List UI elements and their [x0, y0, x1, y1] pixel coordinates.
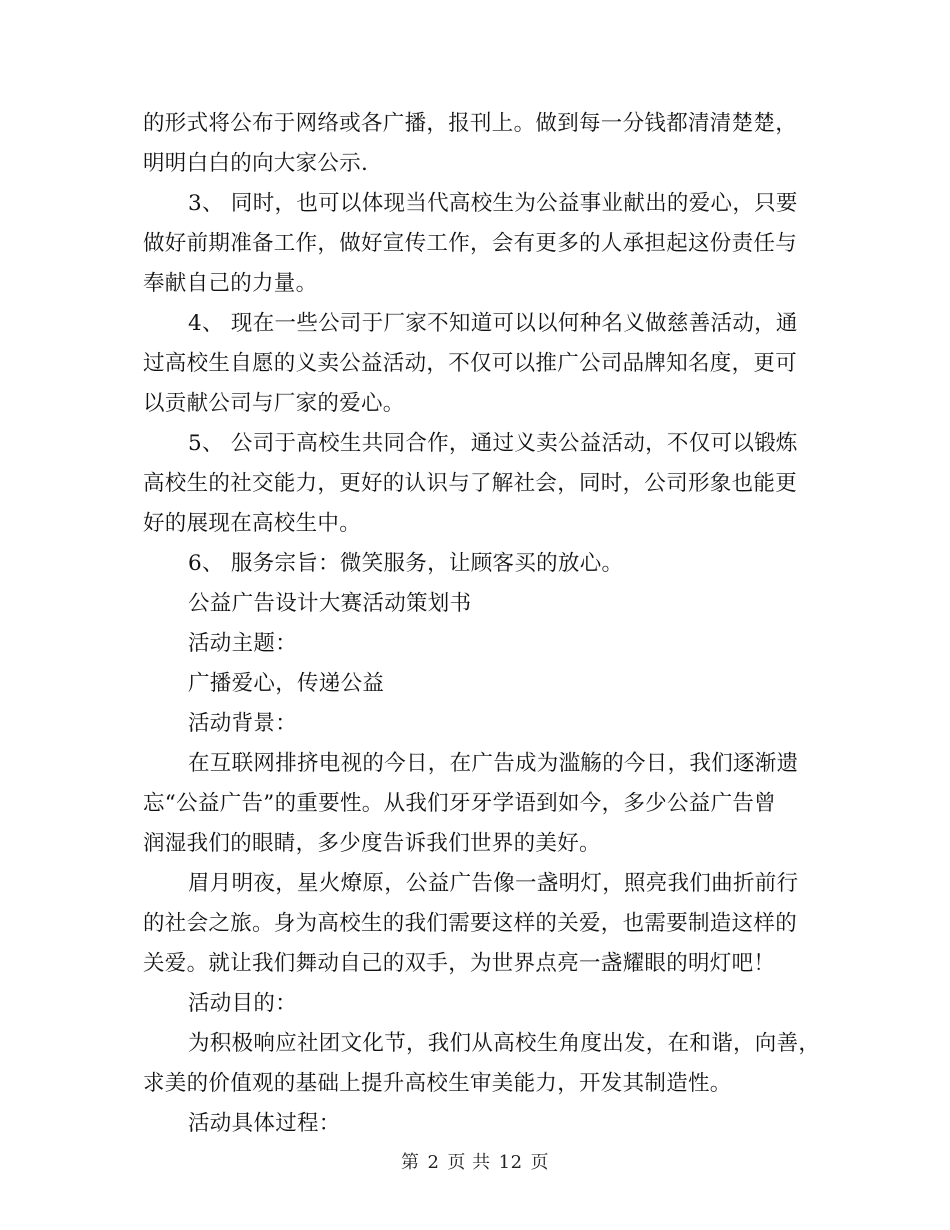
text-line: 好的展现在高校生中。 [143, 511, 362, 536]
section-title: 公益广告设计大赛活动策划书 [188, 591, 472, 616]
text-line: 奉献自己的力量。 [143, 271, 318, 296]
list-item-4: 4、 现在一些公司于厂家不知道可以以何种名义做慈善活动，通 [188, 311, 798, 336]
text-line: 过高校生自愿的义卖公益活动，不仅可以推广公司品牌知名度，更可 [143, 351, 798, 376]
footer-suffix: 页 [530, 1152, 550, 1173]
heading-background: 活动背景： [188, 711, 298, 736]
text-line: 做好前期准备工作，做好宣传工作，会有更多的人承担起这份责任与 [143, 231, 798, 256]
text-line: 在互联网排挤电视的今日，在广告成为滥觞的今日，我们逐渐遗 [188, 751, 799, 776]
heading-process: 活动具体过程： [188, 1111, 341, 1136]
text-line: 以贡献公司与厂家的爱心。 [143, 391, 405, 416]
list-item-5: 5、 公司于高校生共同合作，通过义卖公益活动，不仅可以锻炼 [188, 431, 798, 456]
text-line: 为积极响应社团文化节，我们从高校生角度出发，在和谐，向善， [188, 1031, 821, 1056]
body-text [143, 104, 821, 1144]
text-line: 的社会之旅。身为高校生的我们需要这样的关爱，也需要制造这样的 [143, 911, 798, 936]
total-page-count: 12 [498, 1152, 523, 1173]
text-line: 求美的价值观的基础上提升高校生审美能力，开发其制造性。 [143, 1071, 732, 1096]
page-footer [0, 1150, 950, 1176]
text-line: 润湿我们的眼睛，多少度告诉我们世界的美好。 [143, 831, 601, 856]
text-line: 眉月明夜，星火燎原，公益广告像一盏明灯，照亮我们曲折前行 [188, 871, 799, 896]
text-line: 忘“公益广告”的重要性。从我们牙牙学语到如今，多少公益广告曾 [143, 791, 776, 816]
text-line: 明明白白的向大家公示. [143, 151, 369, 176]
theme-text: 广播爱心，传递公益 [188, 671, 385, 696]
current-page-number: 2 [427, 1152, 440, 1173]
list-item-6: 6、 服务宗旨：微笑服务，让顾客买的放心。 [188, 551, 624, 576]
heading-theme: 活动主题： [188, 631, 298, 656]
text-line: 关爱。就让我们舞动自己的双手，为世界点亮一盏耀眼的明灯吧！ [143, 951, 776, 976]
text-line: 的形式将公布于网络或各广播，报刊上。做到每一分钱都清清楚楚， [143, 111, 798, 136]
footer-middle: 页 共 [447, 1152, 491, 1173]
text-line: 高校生的社交能力，更好的认识与了解社会，同时，公司形象也能更 [143, 471, 798, 496]
list-item-3: 3、 同时，也可以体现当代高校生为公益事业献出的爱心，只要 [188, 191, 798, 216]
heading-purpose: 活动目的： [188, 991, 298, 1016]
footer-prefix: 第 [400, 1152, 420, 1173]
